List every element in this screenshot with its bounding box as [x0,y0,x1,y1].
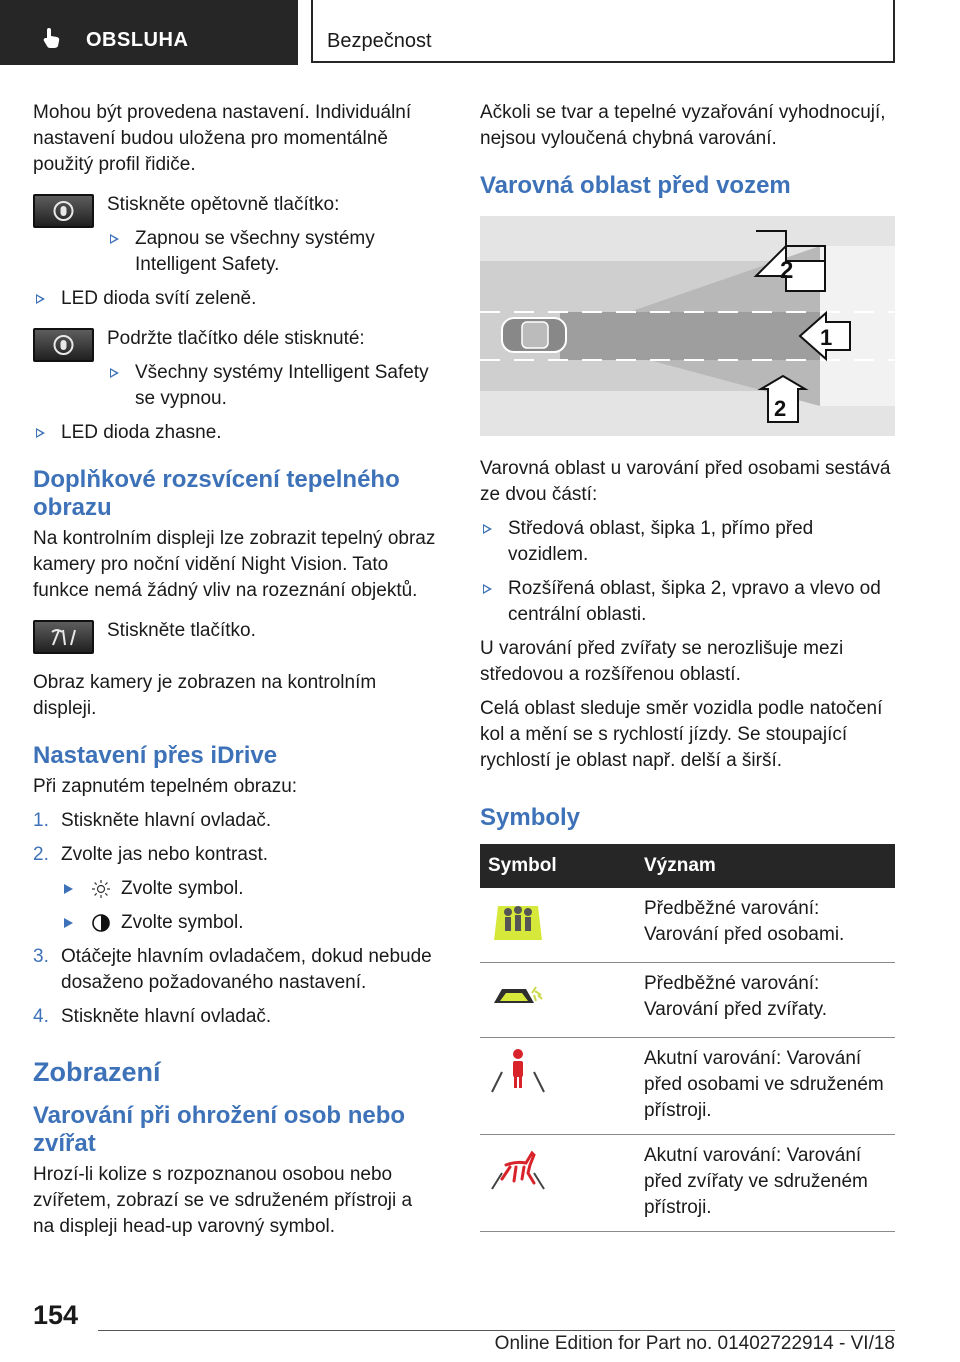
table-row [480,1038,895,1135]
symbols-table [480,844,895,1232]
night-vision-button-icon [33,620,94,654]
table-row [480,963,895,1038]
heading-zone: Varovná oblast před vozem [480,172,791,199]
symbol-cell [480,963,636,1038]
chapter-title: Bezpečnost [327,30,432,52]
contrast-icon [91,913,111,933]
animal-acute-icon [488,1143,548,1193]
list-item: Zvolte symbol. [61,910,438,936]
table-header-row [480,844,895,888]
list-item: Zapnou se všechny systémy Intelligent Safety. [107,226,438,278]
heading-warning: Varování při ohrožení osob nebo zvířat [33,1102,406,1157]
speed-paragraph: Celá oblast sleduje směr vozidla podle natočení kol a mění se s rychlostí jízdy. Se stoupající rychlostí je oblast např. delší a širší. [480,698,883,771]
chapter-header [311,0,895,63]
symbol-cell [480,888,636,963]
list-item: Rozšířená oblast, šipka 2, vpravo a vlevo od centrální oblasti. [480,576,895,628]
footer-divider [98,1330,895,1331]
hand-icon [40,26,64,50]
bullet-arrow-icon [36,294,45,304]
numbered-step: 1. Stiskněte hlavní ovladač. [33,810,272,831]
heading-idrive: Nastavení přes iDrive [33,742,278,769]
warning-zone-diagram [480,216,895,436]
idrive-intro: Při zapnutém tepelném obrazu: [33,776,298,797]
thermal-paragraph: Na kontrolním displeji lze zobrazit tepelný obraz kamery pro noční vidění Night Vision. Tato funkce nemá žádný vliv na rozeznání objektů. [33,528,436,601]
animal-prewarning-icon [488,971,548,1017]
bullet-arrow-icon [110,368,119,378]
arrow-label-1: 1 [820,325,833,350]
arrow-label-2-bottom: 2 [774,396,787,421]
numbered-step: 2. Zvolte jas nebo kontrast. [33,844,268,865]
section-tab-label: OBSLUHA [86,29,189,51]
bullet-arrow-icon [483,524,492,534]
column-header-symbol: Symbol [480,844,636,888]
symbol-cell [480,1038,636,1135]
list-item: Zvolte symbol. [61,876,438,902]
page-number: 154 [33,1300,79,1330]
bullet-arrow-icon [64,884,73,894]
meaning-cell: Předběžné varování: Varování před zvířaty. [636,963,895,1038]
heading-display: Zobrazení [33,1057,161,1087]
footer-edition: Online Edition for Part no. 01402722914 - VI/18 [494,1333,895,1354]
table-row [480,888,895,963]
bullet-arrow-icon [483,584,492,594]
pedestrians-prewarning-icon [488,896,548,942]
pedestrian-acute-icon [488,1046,548,1096]
list-item: Všechny systémy Intelligent Safety se vypnou. [107,360,438,412]
intro-paragraph: Ačkoli se tvar a tepelné vyzařování vyhodnocují, nejsou vyloučená chybná varování. [480,102,886,149]
meaning-cell: Akutní varování: Varování před zvířaty ve sdruženém přístroji. [636,1135,895,1232]
warning-paragraph: Hrozí-li kolize s rozpoznanou osobou nebo zvířetem, zobrazí se ve sdruženém přístroji a na displeji head-up varovný symbol. [33,1164,413,1237]
meaning-cell: Akutní varování: Varování před osobami ve sdruženém přístroji. [636,1038,895,1135]
numbered-step: 3. Otáčejte hlavním ovladačem, dokud nebude dosaženo požadovaného nastavení. [33,946,432,993]
button-instruction [33,192,438,278]
table-row [480,1135,895,1232]
list-item: Středová oblast, šipka 1, přímo před vozidlem. [480,516,895,568]
list-item: LED dioda svítí zeleně. [33,286,438,312]
intro-paragraph: Mohou být provedena nastavení. Individuální nastavení budou uložena pro momentálně použitý profil řidiče. [33,102,412,175]
button-instruction [33,618,438,662]
symbol-cell [480,1135,636,1232]
bullet-arrow-icon [64,918,73,928]
safety-button-icon [33,328,94,362]
button-instruction [33,326,438,412]
list-item: LED dioda zhasne. [33,420,438,446]
step-press-button: Stiskněte tlačítko. [107,620,256,641]
arrow-label-2-top: 2 [780,257,794,284]
heading-symbols: Symboly [480,804,581,831]
safety-button-icon [33,194,94,228]
animals-paragraph: U varování před zvířaty se nerozlišuje mezi středovou a rozšířenou oblastí. [480,638,844,685]
meaning-cell: Předběžné varování: Varování před osobami. [636,888,895,963]
brightness-icon [91,879,111,899]
camera-paragraph: Obraz kamery je zobrazen na kontrolním displeji. [33,672,377,719]
section-tab[interactable] [0,0,298,65]
bullet-arrow-icon [110,234,119,244]
heading-thermal: Doplňkové rozsvícení tepelného obrazu [33,466,400,521]
step-hold-button: Podržte tlačítko déle stisknuté: [107,328,365,349]
right-column [480,100,895,1232]
car-icon [502,318,566,352]
zone-paragraph: Varovná oblast u varování před osobami sestává ze dvou částí: [480,458,891,505]
bullet-arrow-icon [36,428,45,438]
step-press-again: Stiskněte opětovně tlačítko: [107,194,340,215]
left-column [33,100,438,1248]
numbered-step: 4. Stiskněte hlavní ovladač. [33,1006,272,1027]
column-header-meaning: Význam [636,844,895,888]
